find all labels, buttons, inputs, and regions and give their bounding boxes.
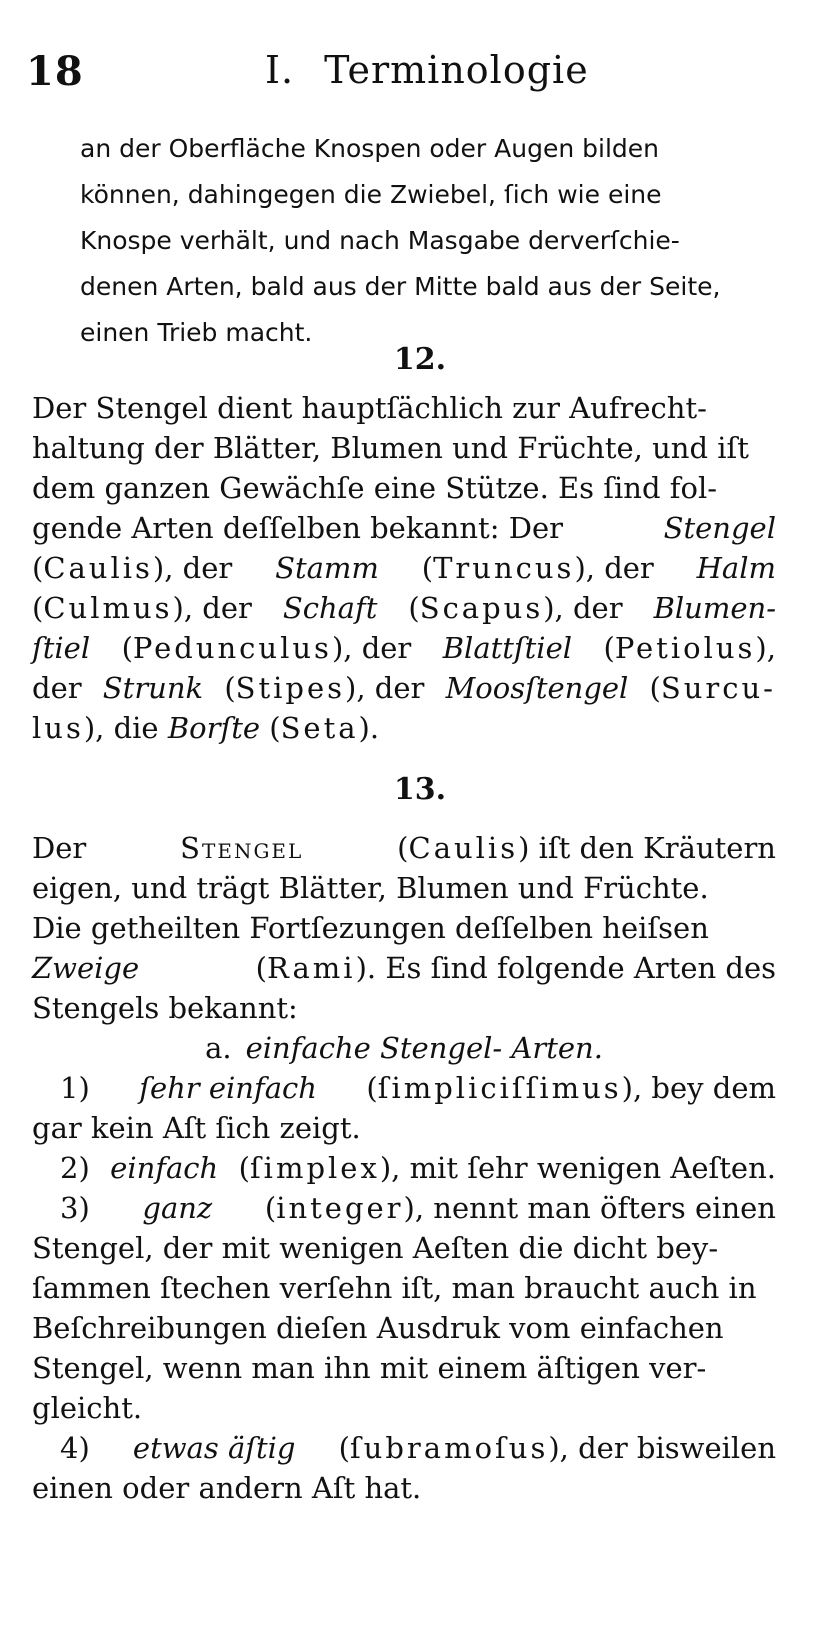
term-blumenstiel-end: ſtiel [32,631,91,665]
paren: ( [397,831,409,865]
line-text: haltung der Blätter, Blumen und Früchte, und iſt [32,431,749,465]
term-schaft: Schaft [282,591,378,625]
latin-term: Caulis [43,551,153,585]
term-blattstiel: Blattſtiel [442,631,573,665]
text-line [32,988,776,1028]
page-header [0,40,830,100]
latin-term: Pedunculus [132,631,332,665]
latin-term: ſubramoſus [349,1431,549,1465]
latin-term: ſimpliciſſimus [377,1071,622,1105]
paren: ( [269,711,281,745]
term-sehr-einfach: ſehr einfach [139,1071,317,1105]
latin-term: ſimplex [249,1151,380,1185]
latin-term: integer [276,1191,404,1225]
line-text: ), nennt man öfters einen [403,1191,776,1225]
line-text: ) iſt den Kräutern [518,831,776,865]
paren: ( [32,551,44,585]
line-text: Stengel, der mit wenigen Aeſten die dicht bey- [32,1231,719,1265]
line-text: dem ganzen Gewächſe eine Stütze. Es ſind fol- [32,471,718,505]
list-item-2 [32,1148,776,1188]
text-line [32,1348,776,1388]
item-number: 3) [60,1191,90,1225]
line-text: können, dahingegen die Zwiebel, ſich wie eine [80,180,662,209]
term-borste: Borſte [167,711,261,745]
text-line [32,1468,776,1508]
paren: ( [603,631,615,665]
paren: ( [224,671,236,705]
line-text: ), der [345,671,425,705]
list-item-4 [32,1428,776,1468]
line-text: Die getheilten Fortſezungen deſſelben heiſsen [32,911,709,945]
line-text: eigen, und trägt Blätter, Blumen und Früchte. [32,871,709,905]
text-line [80,172,740,218]
line-text: an der Oberfläche Knospen oder Augen bilden [80,134,659,163]
item-number: 1) [60,1071,90,1105]
term-einfach: einfach [110,1151,219,1185]
text-line [32,828,776,868]
carryover-paragraph [80,126,740,356]
paren: ( [649,671,661,705]
latin-term: Petiolus [614,631,756,665]
section-13-paragraph [32,828,776,1508]
paren: ( [366,1071,378,1105]
section-12-paragraph [32,388,776,748]
latin-term: Truncus [433,551,575,585]
text-line [32,628,776,668]
latin-term: Scapus [419,591,544,625]
text-line [32,588,776,628]
text-line [32,1228,776,1268]
paren: ( [264,1191,277,1225]
text-line [32,868,776,908]
line-text: ), der [152,551,233,585]
subheading-label: a. [205,1031,232,1065]
paren: ( [238,1151,250,1185]
chapter-title: Terminologie [324,48,589,92]
line-text: ), der [331,631,412,665]
section-number-13: 13. [393,772,447,807]
line-text: Stengel, wenn man ihn mit einem äſtigen ver- [32,1351,707,1385]
line-text: ſammen ſtechen verſehn iſt, man braucht auch in [32,1271,757,1305]
latin-term: Stipes [235,671,346,705]
text-line [32,1388,776,1428]
text-line [80,126,740,172]
line-text: ). [358,711,380,745]
text-line [32,948,776,988]
latin-term: Surcu- [660,671,776,705]
text-line [32,1308,776,1348]
term-blumenstiel: Blumen- [653,591,776,625]
latin-term: Culmus [43,591,173,625]
term-halm: Halm [696,551,776,585]
chapter-number: I. [265,48,295,92]
section-number-12: 12. [393,342,447,377]
item-number: 2) [60,1151,90,1185]
term-stamm: Stamm [275,551,379,585]
line-text: gar kein Aſt ſich zeigt. [32,1111,361,1145]
term-strunk: Strunk [102,671,204,705]
line-text: ), [755,631,776,665]
text-line [32,908,776,948]
line-text: ), der [574,551,654,585]
line-text: Der [32,831,87,865]
paren: ( [338,1431,350,1465]
paren: ( [121,631,133,665]
latin-term: lus [32,711,84,745]
line-text: Knospe verhält, und nach Masgabe derverſchie- [80,226,680,255]
text-line [80,264,740,310]
text-line [32,1108,776,1148]
text-line [32,428,776,468]
term-moosstengel: Moosſtengel [445,671,629,705]
page-number: 18 [26,48,84,95]
line-text: gleicht. [32,1391,143,1425]
line-text: der [32,671,82,705]
text-line [32,388,776,428]
term-stengel: Stengel [663,511,776,545]
latin-term: Caulis [408,831,519,865]
subheading-text: einfache Stengel- Arten. [245,1031,603,1065]
line-text: denen Arten, bald aus der Mitte bald aus der Seite, [80,272,721,301]
text-line [32,548,776,588]
text-line [32,1268,776,1308]
term-etwas-aestig: etwas äſtig [132,1431,296,1465]
line-text: einen oder andern Aſt hat. [32,1471,422,1505]
item-number: 4) [60,1431,90,1465]
text-line [32,468,776,508]
paren: ( [32,591,44,625]
line-text: gende Arten deſſelben bekannt: Der [32,511,563,545]
term-zweige: Zweige [32,951,140,985]
line-text: ), die [83,711,159,745]
line-text: ), der bisweilen [548,1431,776,1465]
paren: ( [408,591,420,625]
line-text: ), der [172,591,252,625]
list-item-1 [32,1068,776,1108]
text-line [32,668,776,708]
text-line [80,218,740,264]
line-text: ). Es ſind folgende Arten des [355,951,776,985]
term-ganz: ganz [142,1191,213,1225]
subheading [32,1028,776,1068]
line-text: ), bey dem [621,1071,776,1105]
term-stengel-smallcaps: Stengel [180,831,304,865]
line-text: Beſchreibungen dieſen Ausdruk vom einfachen [32,1311,724,1345]
list-item-3 [32,1188,776,1228]
line-text: ), der [543,591,623,625]
text-line [32,708,776,748]
latin-term: Rami [266,951,356,985]
line-text: Der Stengel dient hauptſächlich zur Aufrecht- [32,391,707,425]
line-text: Stengels bekannt: [32,991,298,1025]
line-text: ), mit ſehr wenigen Aeſten. [379,1151,776,1185]
text-line [32,508,776,548]
latin-term: Seta [280,711,359,745]
running-title [265,48,589,92]
paren: ( [255,951,267,985]
line-text: einen Trieb macht. [80,318,313,347]
paren: ( [421,551,434,585]
